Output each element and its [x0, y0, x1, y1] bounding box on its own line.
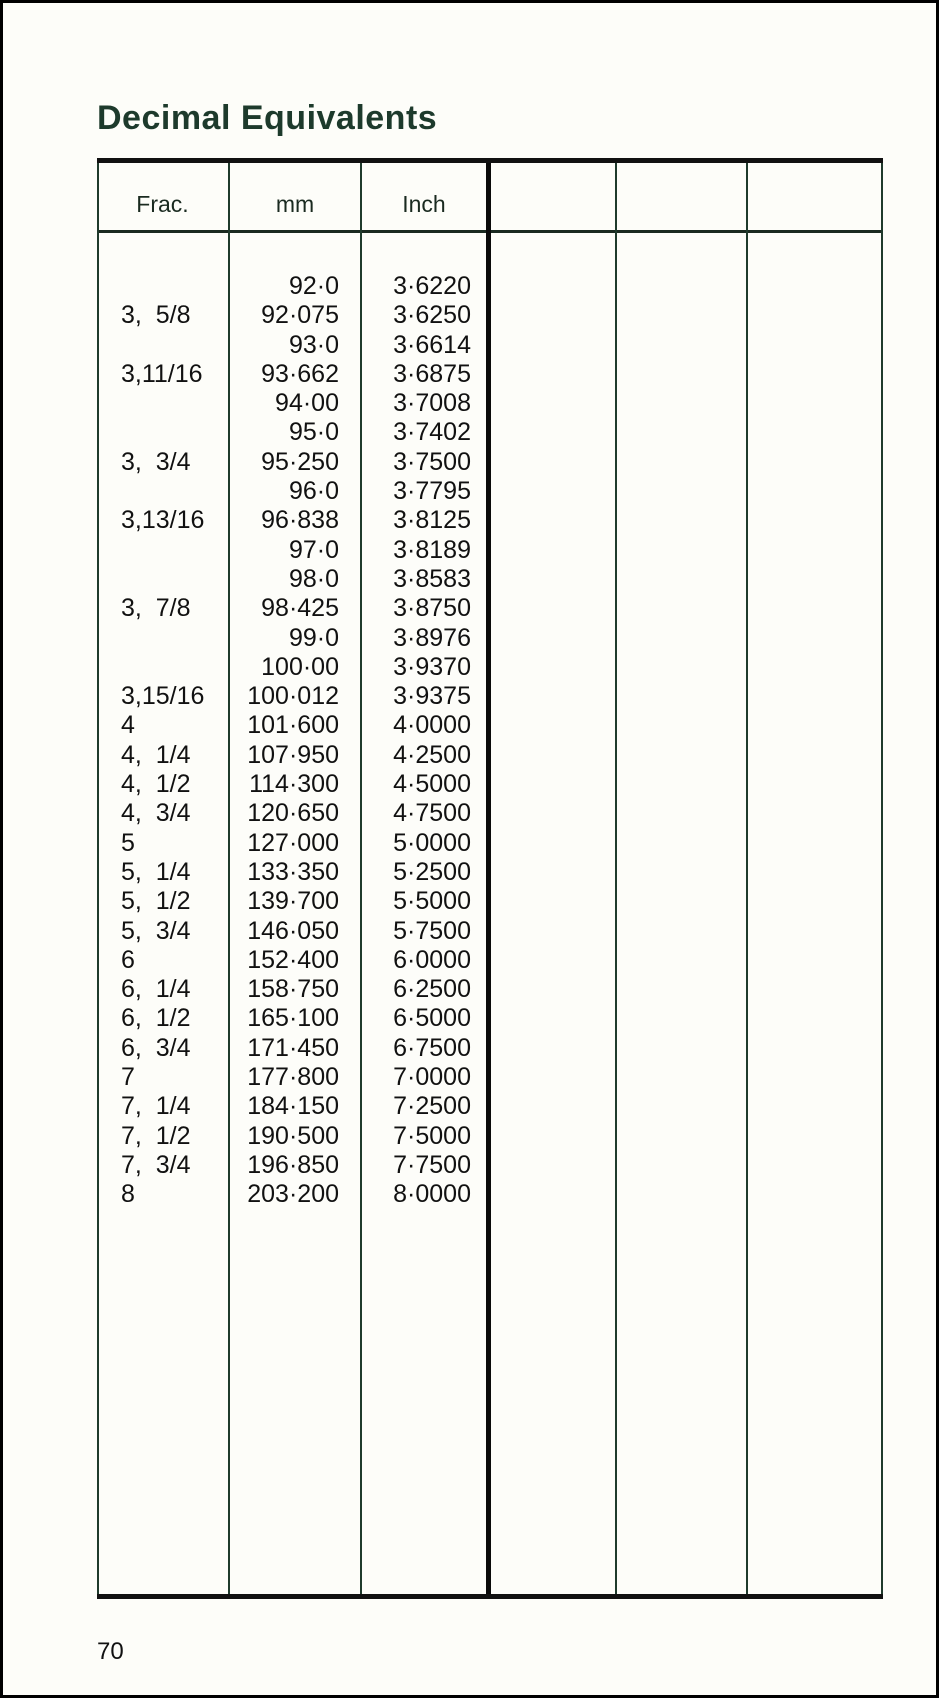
table-row — [97, 975, 883, 1004]
mm-cell: 152·400 — [247, 945, 339, 974]
frac-cell: 7, 1/4 — [121, 1092, 191, 1121]
inch-cell: 5·0000 — [393, 828, 471, 857]
page-number: 70 — [97, 1638, 124, 1665]
inch-cell: 5·2500 — [393, 857, 471, 886]
inch-cell: 6·5000 — [393, 1004, 471, 1033]
inch-cell: 4·5000 — [393, 770, 471, 799]
table-row — [97, 624, 883, 653]
table-row — [97, 1063, 883, 1092]
inch-cell: 3·6220 — [393, 272, 471, 300]
table-row — [97, 829, 883, 858]
table-row — [97, 389, 883, 418]
table-row — [97, 1151, 883, 1180]
mm-cell: 95·0 — [288, 418, 339, 447]
table-row — [97, 506, 883, 535]
inch-cell: 3·7402 — [393, 418, 471, 447]
table-row — [97, 917, 883, 946]
mm-cell: 184·150 — [247, 1092, 339, 1121]
table-row — [97, 565, 883, 594]
inch-cell: 3·7008 — [393, 389, 471, 418]
frac-cell: 3, 7/8 — [121, 594, 191, 623]
frac-cell: 3,15/16 — [121, 682, 205, 711]
mm-cell: 97·0 — [288, 535, 339, 564]
mm-cell: 92·0 — [288, 272, 339, 300]
table-row — [97, 799, 883, 828]
table-row — [97, 711, 883, 740]
frac-cell: 6, 1/2 — [121, 1004, 191, 1033]
inch-cell: 5·5000 — [393, 887, 471, 916]
frac-cell: 5, 1/4 — [121, 857, 191, 886]
inch-cell: 7·2500 — [393, 1092, 471, 1121]
table-row — [97, 331, 883, 360]
inch-cell: 3·6875 — [393, 359, 471, 388]
mm-cell: 177·800 — [247, 1063, 339, 1092]
mm-cell: 133·350 — [247, 857, 339, 886]
frac-cell: 7, 1/2 — [121, 1121, 191, 1150]
table-bottom-rule — [97, 1594, 883, 1599]
inch-cell: 7·0000 — [393, 1063, 471, 1092]
inch-cell: 6·0000 — [393, 945, 471, 974]
inch-cell: 7·7500 — [393, 1150, 471, 1179]
table-row — [97, 272, 883, 301]
inch-cell: 4·0000 — [393, 711, 471, 740]
frac-cell: 6, 3/4 — [121, 1033, 191, 1062]
table-row — [97, 1004, 883, 1033]
mm-cell: 114·300 — [249, 770, 339, 799]
frac-cell: 3, 3/4 — [121, 447, 191, 476]
frac-cell: 5, 3/4 — [121, 916, 191, 945]
inch-cell: 3·6614 — [393, 330, 471, 359]
frac-cell: 6, 1/4 — [121, 975, 191, 1004]
table-row — [97, 1180, 883, 1209]
mm-cell: 139·700 — [247, 887, 339, 916]
inch-cell: 3·7795 — [393, 477, 471, 506]
table-row — [97, 653, 883, 682]
table-row — [97, 418, 883, 447]
page-title: Decimal Equivalents — [97, 99, 438, 137]
mm-cell: 100·00 — [261, 652, 339, 681]
table-row — [97, 887, 883, 916]
frac-cell: 5, 1/2 — [121, 887, 191, 916]
mm-cell: 101·600 — [247, 711, 339, 740]
table-body — [97, 272, 883, 1210]
inch-cell: 4·2500 — [393, 740, 471, 769]
table-row — [97, 946, 883, 975]
frac-cell: 4 — [121, 711, 135, 740]
inch-cell: 3·8583 — [393, 564, 471, 593]
table-row — [97, 360, 883, 389]
table-row — [97, 1092, 883, 1121]
mm-cell: 171·450 — [247, 1033, 339, 1062]
frac-cell: 8 — [121, 1180, 135, 1209]
frac-cell: 4, 1/2 — [121, 770, 191, 799]
decimal-equivalents-table — [97, 158, 883, 1599]
table-row — [97, 536, 883, 565]
inch-cell: 3·6250 — [393, 301, 471, 330]
inch-cell: 5·7500 — [393, 916, 471, 945]
mm-cell: 96·838 — [261, 506, 339, 535]
frac-cell: 7, 3/4 — [121, 1150, 191, 1179]
inch-cell: 6·7500 — [393, 1033, 471, 1062]
frac-cell: 6 — [121, 945, 135, 974]
header-inch: Inch — [402, 191, 446, 217]
table-row — [97, 477, 883, 506]
mm-cell: 99·0 — [288, 623, 339, 652]
inch-cell: 3·8189 — [393, 535, 471, 564]
table-row — [97, 682, 883, 711]
mm-cell: 93·662 — [261, 359, 339, 388]
mm-cell: 107·950 — [247, 740, 339, 769]
frac-cell: 3,13/16 — [121, 506, 205, 535]
inch-cell: 7·5000 — [393, 1121, 471, 1150]
mm-cell: 95·250 — [261, 447, 339, 476]
table-row — [97, 770, 883, 799]
inch-cell: 3·7500 — [393, 447, 471, 476]
frac-cell: 5 — [121, 828, 135, 857]
header-frac: Frac. — [136, 191, 189, 217]
mm-cell: 158·750 — [247, 975, 339, 1004]
table-row — [97, 448, 883, 477]
inch-cell: 3·8750 — [393, 594, 471, 623]
header-mm: mm — [275, 191, 315, 217]
mm-cell: 190·500 — [247, 1121, 339, 1150]
inch-cell: 3·9375 — [393, 682, 471, 711]
mm-cell: 146·050 — [247, 916, 339, 945]
mm-cell: 96·0 — [288, 477, 339, 506]
table-row — [97, 1122, 883, 1151]
table-row — [97, 594, 883, 623]
inch-cell: 6·2500 — [393, 975, 471, 1004]
mm-cell: 120·650 — [247, 799, 339, 828]
mm-cell: 98·425 — [261, 594, 339, 623]
mm-cell: 92·075 — [261, 301, 339, 330]
mm-cell: 94·00 — [275, 389, 339, 418]
frac-cell: 3, 5/8 — [121, 301, 191, 330]
table-row — [97, 858, 883, 887]
mm-cell: 196·850 — [247, 1150, 339, 1179]
mm-cell: 203·200 — [247, 1180, 339, 1209]
frac-cell: 4, 3/4 — [121, 799, 191, 828]
mm-cell: 100·012 — [247, 682, 339, 711]
table-row — [97, 301, 883, 330]
mm-cell: 93·0 — [288, 330, 339, 359]
mm-cell: 98·0 — [288, 564, 339, 593]
table-row — [97, 1034, 883, 1063]
frac-cell: 4, 1/4 — [121, 740, 191, 769]
frac-cell: 3,11/16 — [121, 359, 203, 388]
mm-cell: 165·100 — [247, 1004, 339, 1033]
inch-cell: 3·8125 — [393, 506, 471, 535]
inch-cell: 4·7500 — [393, 799, 471, 828]
mm-cell: 127·000 — [247, 828, 339, 857]
inch-cell: 3·8976 — [393, 623, 471, 652]
frac-cell: 7 — [121, 1063, 135, 1092]
table-row — [97, 741, 883, 770]
inch-cell: 8·0000 — [393, 1180, 471, 1209]
inch-cell: 3·9370 — [393, 652, 471, 681]
